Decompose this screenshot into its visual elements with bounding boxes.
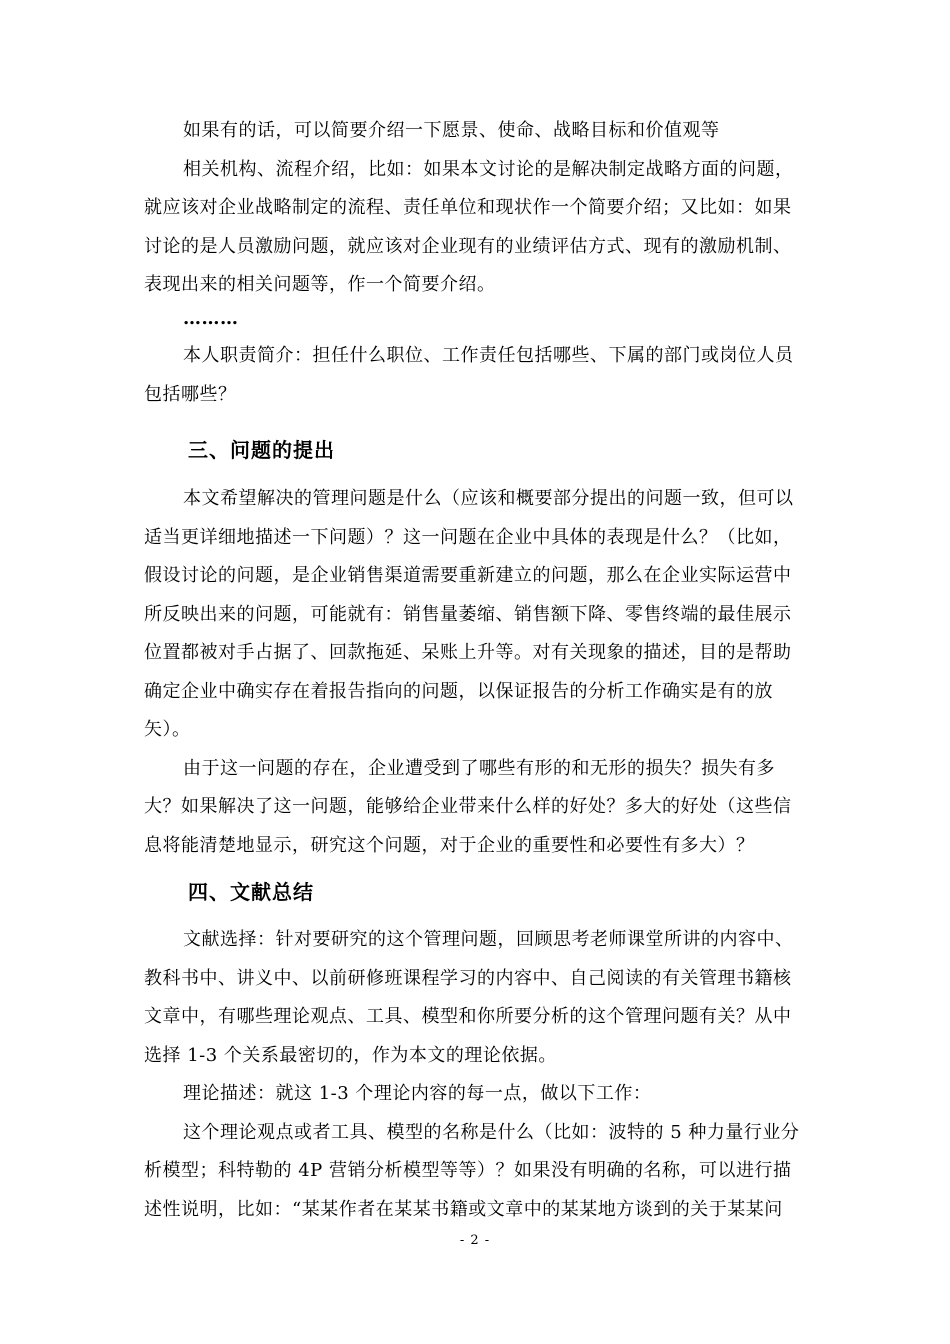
paragraph-line: 矢）。	[144, 719, 191, 740]
page-number: - 2 -	[459, 1233, 491, 1248]
paragraph-line: 相关机构、流程介绍，比如：如果本文讨论的是解决制定战略方面的问题，	[183, 159, 794, 180]
paragraph-line: 包括哪些？	[144, 384, 237, 405]
paragraph-line: 息将能清楚地显示，研究这个问题，对于企业的重要性和必要性有多大）？	[144, 835, 755, 856]
paragraph-line: 位置都被对手占据了、回款拖延、呆账上升等。对有关现象的描述，目的是帮助	[144, 642, 792, 663]
paragraph-line: 理论描述：就这 1-3 个理论内容的每一点，做以下工作：	[183, 1083, 652, 1104]
paragraph-line: 本人职责简介：担任什么职位、工作责任包括哪些、下属的部门或岗位人员	[183, 345, 794, 366]
paragraph-line: 由于这一问题的存在，企业遭受到了哪些有形的和无形的损失？损失有多	[183, 758, 775, 779]
paragraph-line: 假设讨论的问题，是企业销售渠道需要重新建立的问题，那么在企业实际运营中	[144, 565, 792, 586]
ellipsis: ………	[183, 308, 239, 329]
section-heading: 四、文献总结	[188, 880, 314, 904]
paragraph-line: 这个理论观点或者工具、模型的名称是什么（比如：波特的 5 种力量行业分	[183, 1122, 800, 1143]
paragraph-line: 确定企业中确实存在着报告指向的问题，以保证报告的分析工作确实是有的放	[144, 681, 773, 702]
paragraph-line: 就应该对企业战略制定的流程、责任单位和现状作一个简要介绍；又比如：如果	[144, 197, 792, 218]
paragraph-line: 文献选择：针对要研究的这个管理问题，回顾思考老师课堂所讲的内容中、	[183, 929, 794, 950]
paragraph-line: 大？如果解决了这一问题，能够给企业带来什么样的好处？多大的好处（这些信	[144, 796, 792, 817]
paragraph-line: 适当更详细地描述一下问题）？这一问题在企业中具体的表现是什么？（比如，	[144, 527, 792, 548]
paragraph-line: 述性说明，比如：“某某作者在某某书籍或文章中的某某地方谈到的关于某某问	[144, 1199, 783, 1220]
paragraph-line: 如果有的话，可以简要介绍一下愿景、使命、战略目标和价值观等	[183, 120, 720, 141]
paragraph-line: 所反映出来的问题，可能就有：销售量萎缩、销售额下降、零售终端的最佳展示	[144, 604, 792, 625]
paragraph-line: 选择 1-3 个关系最密切的，作为本文的理论依据。	[144, 1045, 557, 1066]
section-heading: 三、问题的提出	[188, 438, 335, 462]
paragraph-line: 讨论的是人员激励问题，就应该对企业现有的业绩评估方式、现有的激励机制、	[144, 236, 792, 257]
paragraph-line: 本文希望解决的管理问题是什么（应该和概要部分提出的问题一致，但可以	[183, 488, 794, 509]
paragraph-line: 析模型；科特勒的 4P 营销分析模型等等）？如果没有明确的名称，可以进行描	[144, 1160, 792, 1181]
paragraph-line: 表现出来的相关问题等，作一个简要介绍。	[144, 274, 496, 295]
paragraph-line: 教科书中、讲义中、以前研修班课程学习的内容中、自己阅读的有关管理书籍核	[144, 968, 792, 989]
paragraph-line: 文章中，有哪些理论观点、工具、模型和你所要分析的这个管理问题有关？从中	[144, 1006, 792, 1027]
